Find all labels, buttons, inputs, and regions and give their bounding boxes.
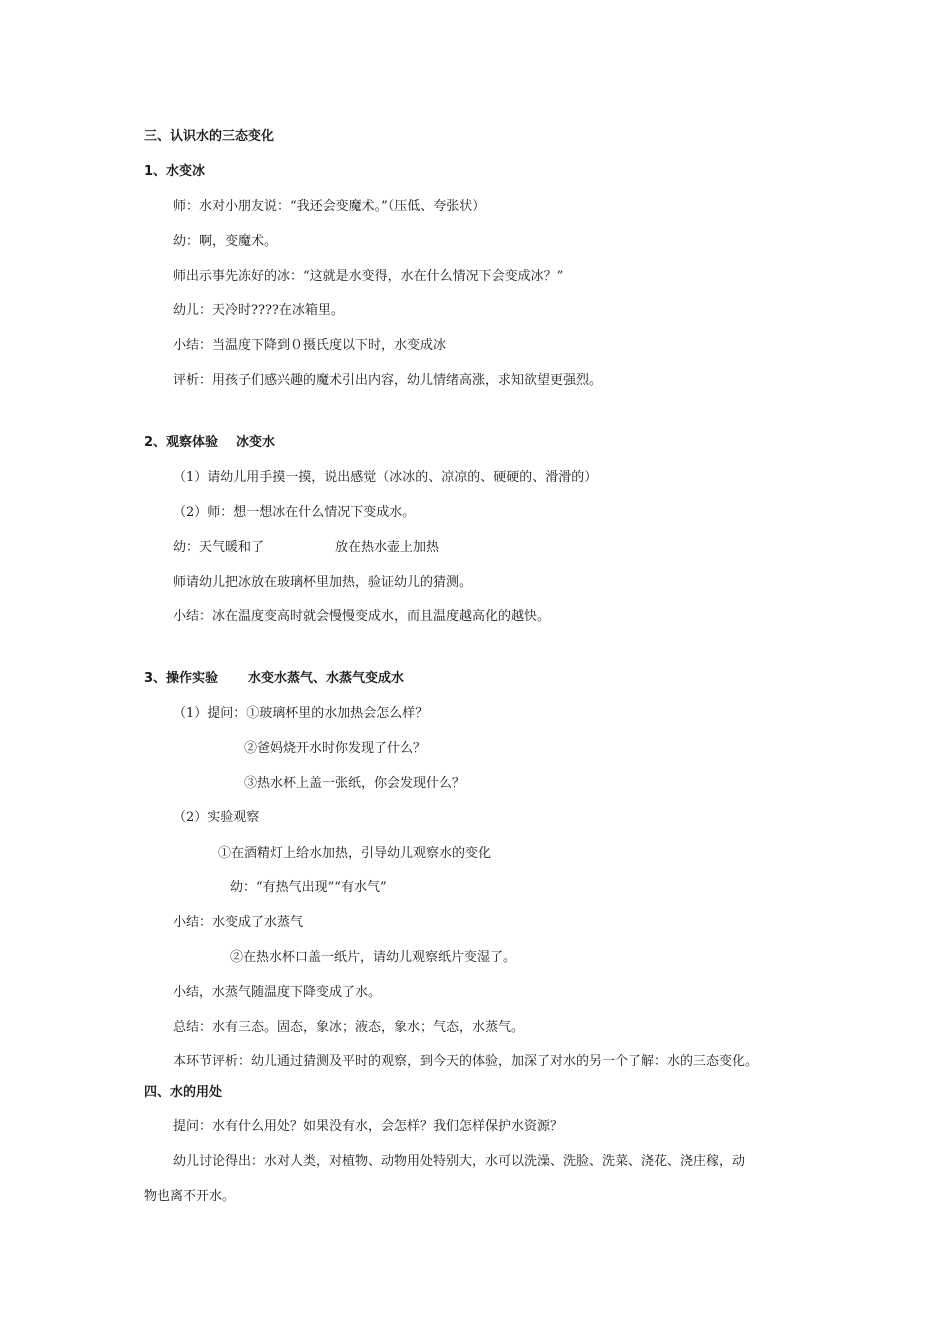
part2-line: 师请幼儿把冰放在玻璃杯里加热，验证幼儿的猜测。 — [173, 575, 473, 590]
part3-summary-2: 小结，水蒸气随温度下降变成了水。 — [173, 985, 382, 1000]
part3-observation-1-answer: 幼：“有热气出现”“有水气” — [230, 880, 387, 895]
part2-line: （1）请幼儿用手摸一摸，说出感觉（冰冰的、凉凉的、硬硬的、滑滑的） — [173, 470, 598, 485]
part3-question-2: ②爸妈烧开水时你发现了什么？ — [244, 741, 427, 756]
part1-line: 幼：啊，变魔术。 — [173, 234, 278, 249]
part3-observation-1: ①在酒精灯上给水加热，引导幼儿观察水的变化 — [218, 846, 492, 861]
part3-heading-a: 3、操作实验 — [144, 671, 219, 686]
part3-heading-b: 水变水蒸气、水蒸气变成水 — [248, 671, 405, 686]
part1-line: 幼儿：天冷时????在冰箱里。 — [173, 303, 344, 318]
section4-question: 提问：水有什么用处？如果没有水，会怎样？我们怎样保护水资源？ — [173, 1119, 564, 1134]
part2-heading-a: 2、观察体验 — [144, 435, 219, 450]
part2-line: 小结：冰在温度变高时就会慢慢变成水，而且温度越高化的越快。 — [173, 609, 551, 624]
part1-line: 评析：用孩子们感兴趣的魔术引出内容，幼儿情绪高涨，求知欲望更强烈。 — [173, 373, 603, 388]
part2-heading-b: 冰变水 — [236, 435, 276, 450]
part3-summary-1: 小结：水变成了水蒸气 — [173, 915, 304, 930]
part3-review: 本环节评析：幼儿通过猜测及平时的观察，到今天的体验，加深了对水的另一个了解：水的三态变化。 — [173, 1054, 759, 1069]
section4-heading: 四、水的用处 — [144, 1085, 223, 1100]
part3-total: 总结：水有三态。固态，象冰；液态，象水；气态，水蒸气。 — [173, 1020, 525, 1035]
part2-answer-a: 幼：天气暖和了 — [173, 540, 265, 555]
part2-answer-b: 放在热水壶上加热 — [335, 540, 440, 555]
section4-discussion: 幼儿讨论得出：水对人类，对植物、动物用处特别大，水可以洗澡、洗脸、洗菜、浇花、浇庄稼，动 — [173, 1154, 746, 1169]
section3-heading: 三、认识水的三态变化 — [144, 129, 275, 144]
part1-line: 师：水对小朋友说：“我还会变魔术。”（压低、夸张状） — [173, 199, 486, 214]
part3-observation-2: ②在热水杯口盖一纸片，请幼儿观察纸片变湿了。 — [230, 950, 517, 965]
part3-observation: （2）实验观察 — [173, 810, 260, 825]
part3-question-1: （1）提问：①玻璃杯里的水加热会怎么样？ — [173, 706, 429, 721]
part2-heading — [144, 434, 275, 452]
part3-heading — [144, 670, 404, 688]
part1-line: 小结：当温度下降到０摄氏度以下时，水变成冰 — [173, 338, 447, 353]
part1-line: 师出示事先冻好的冰：“这就是水变得，水在什么情况下会变成冰？” — [173, 269, 564, 284]
part1-heading: 1、水变冰 — [144, 164, 206, 179]
part3-question-3: ③热水杯上盖一张纸，你会发现什么？ — [244, 776, 466, 791]
part2-line: （2）师：想一想冰在什么情况下变成水。 — [173, 505, 416, 520]
section4-discussion-continued: 物也离不开水。 — [144, 1189, 236, 1204]
